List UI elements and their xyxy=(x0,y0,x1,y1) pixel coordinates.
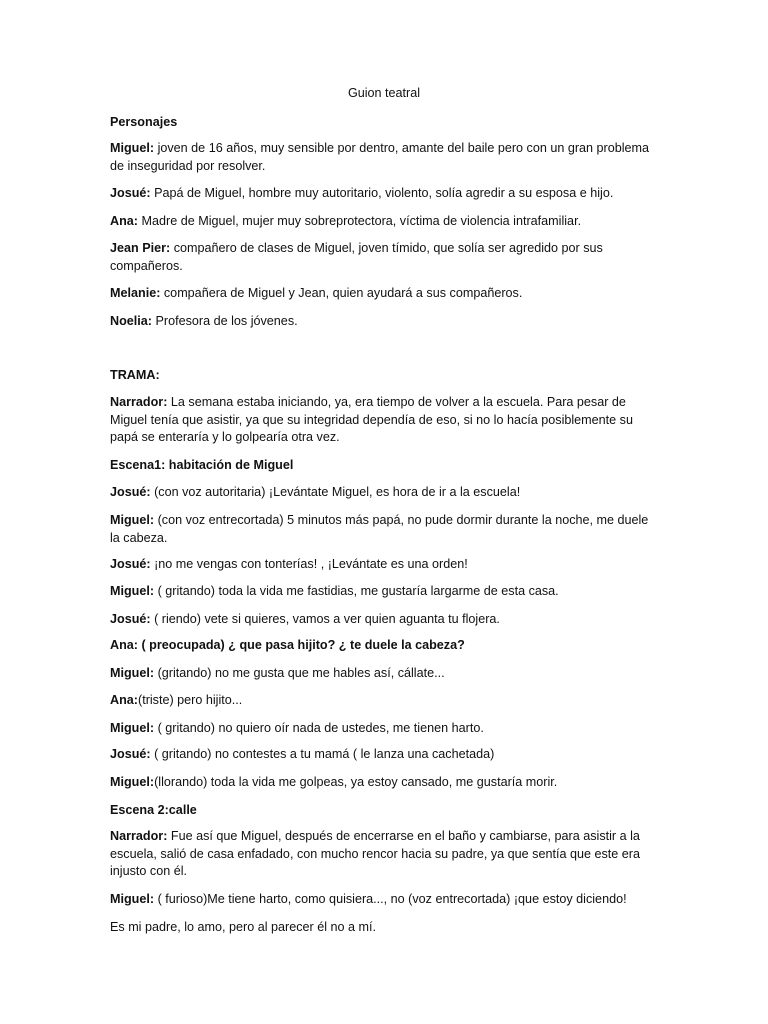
trama-heading-text: TRAMA: xyxy=(110,368,160,382)
paragraph-text: La semana estaba iniciando, ya, era tiempo de volver a la escuela. Para pesar de Miguel tenía que asistir, ya que su integridad dependía de eso, si no lo hacía posiblemente su papá se enteraría y lo golpearía otra vez. xyxy=(110,395,633,444)
personajes-heading-text: Personajes xyxy=(110,115,178,129)
dialogue-line xyxy=(110,720,655,738)
paragraph-ana-character xyxy=(110,213,655,231)
paragraph-jean-pier-character xyxy=(110,240,655,275)
speaker: Escena 2:calle xyxy=(110,803,197,817)
paragraph-josue-character xyxy=(110,185,655,203)
speaker: Narrador: xyxy=(110,395,168,409)
speaker: Josué: xyxy=(110,485,151,499)
dialogue-line xyxy=(110,891,655,909)
paragraph-text: compañera de Miguel y Jean, quien ayudará a sus compañeros. xyxy=(160,286,523,300)
speaker: Miguel: xyxy=(110,721,155,735)
paragraph-text: (llorando) toda la vida me golpeas, ya estoy cansado, me gustaría morir. xyxy=(154,775,558,789)
speaker: Josué: xyxy=(110,557,151,571)
personajes-heading xyxy=(110,114,655,132)
speaker: Melanie: xyxy=(110,286,161,300)
dialogue-line xyxy=(110,512,655,547)
scene-2-heading xyxy=(110,802,655,820)
speaker: Miguel: xyxy=(110,666,155,680)
paragraph-text: ( gritando) toda la vida me fastidias, me gustaría largarme de esta casa. xyxy=(154,584,559,598)
dialogue-line xyxy=(110,746,655,764)
dialogue-line xyxy=(110,919,655,937)
speaker: Miguel: xyxy=(110,892,155,906)
dialogue-line xyxy=(110,637,655,655)
speaker: Ana: xyxy=(110,693,138,707)
speaker: Miguel: xyxy=(110,141,155,155)
paragraph-noelia-character xyxy=(110,313,655,331)
paragraph-text: (con voz autoritaria) ¡Levántate Miguel, es hora de ir a la escuela! xyxy=(150,485,521,499)
speaker: Miguel: xyxy=(110,584,155,598)
paragraph-text: Profesora de los jóvenes. xyxy=(152,314,298,328)
paragraph-text: ( gritando) no quiero oír nada de ustedes, me tienen harto. xyxy=(154,721,484,735)
paragraph-text: Papá de Miguel, hombre muy autoritario, violento, solía agredir a su esposa e hijo. xyxy=(150,186,614,200)
dialogue-line xyxy=(110,484,655,502)
dialogue-line xyxy=(110,611,655,629)
paragraph-melanie-character xyxy=(110,285,655,303)
paragraph-text: ( riendo) vete si quieres, vamos a ver quien aguanta tu flojera. xyxy=(150,612,500,626)
speaker: Escena1: habitación de Miguel xyxy=(110,458,294,472)
speaker: Josué: xyxy=(110,186,151,200)
speaker: Josué: xyxy=(110,747,151,761)
dialogue-line xyxy=(110,774,655,792)
paragraph-text: Fue así que Miguel, después de encerrarse en el baño y cambiarse, para asistir a la escuela, salió de casa enfadado, con mucho rencor hacia su padre, ya que sentía que este era injusto con él. xyxy=(110,829,640,878)
speaker: Noelia: xyxy=(110,314,152,328)
paragraph-text: ¡no me vengas con tonterías! , ¡Levántate es una orden! xyxy=(150,557,468,571)
paragraph-text: ( furioso)Me tiene harto, como quisiera..., no (voz entrecortada) ¡que estoy diciendo! xyxy=(154,892,627,906)
trama-heading xyxy=(110,367,655,385)
paragraph-text: (triste) pero hijito... xyxy=(138,693,243,707)
speaker: Miguel: xyxy=(110,775,155,789)
speaker: Jean Pier: xyxy=(110,241,171,255)
paragraph-narrador-scene-2 xyxy=(110,828,655,881)
speaker: Narrador: xyxy=(110,829,168,843)
dialogue-line xyxy=(110,665,655,683)
paragraph-miguel-character xyxy=(110,140,655,175)
speaker: Ana: xyxy=(110,214,138,228)
dialogue-line xyxy=(110,692,655,710)
paragraph-text: Es mi padre, lo amo, pero al parecer él no a mí. xyxy=(110,920,376,934)
speaker: Josué: xyxy=(110,612,151,626)
speaker: Miguel: xyxy=(110,513,155,527)
paragraph-text: compañero de clases de Miguel, joven tímido, que solía ser agredido por sus compañeros. xyxy=(110,241,603,273)
dialogue-line xyxy=(110,556,655,574)
paragraph-text: joven de 16 años, muy sensible por dentro, amante del baile pero con un gran problema de inseguridad por resolver. xyxy=(110,141,650,173)
dialogue-line xyxy=(110,583,655,601)
speaker: Ana: ( preocupada) ¿ que pasa hijito? ¿ te duele la cabeza? xyxy=(110,638,465,652)
paragraph-text: (con voz entrecortada) 5 minutos más papá, no pude dormir durante la noche, me duele la cabeza. xyxy=(110,513,649,545)
paragraph-text: ( gritando) no contestes a tu mamá ( le lanza una cachetada) xyxy=(150,747,495,761)
scene-1-heading xyxy=(110,457,655,475)
paragraph-text: (gritando) no me gusta que me hables así, cállate... xyxy=(154,666,445,680)
document-title: Guion teatral xyxy=(347,86,421,100)
paragraph-text: Madre de Miguel, mujer muy sobreprotectora, víctima de violencia intrafamiliar. xyxy=(138,214,582,228)
paragraph-narrador-intro xyxy=(110,394,655,447)
